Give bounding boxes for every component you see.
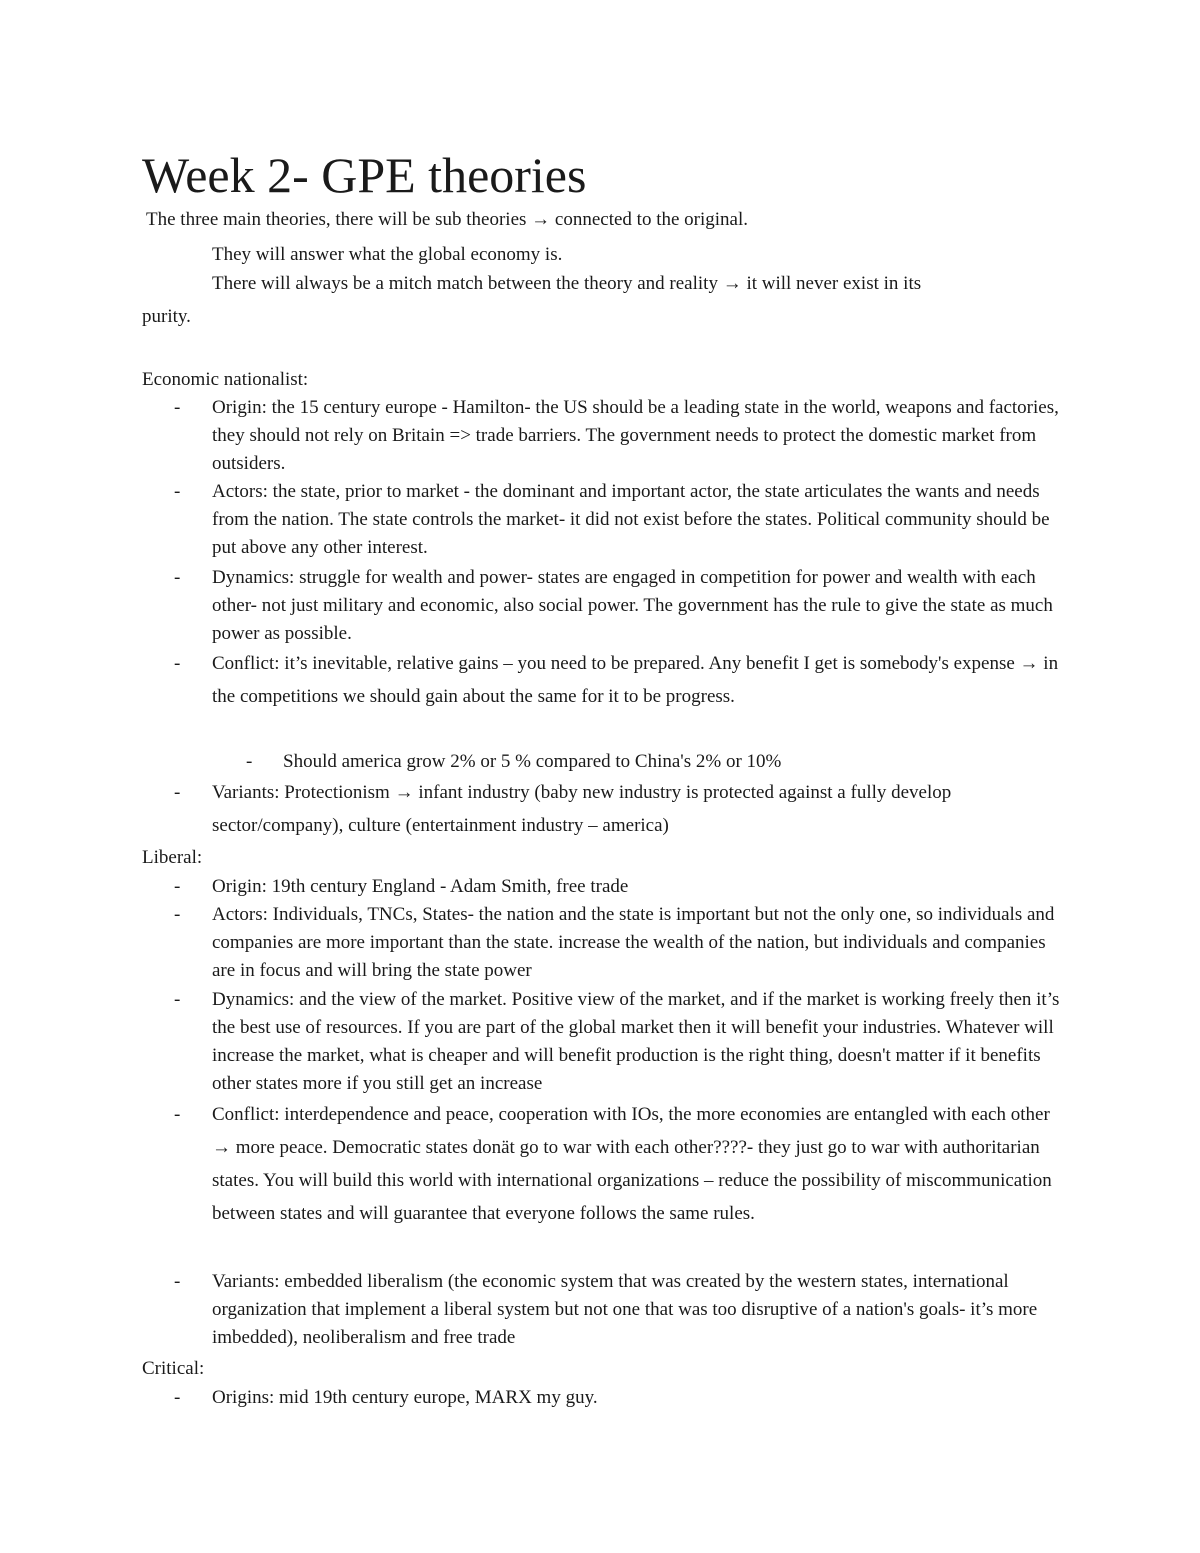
bullet-origins: Origins: mid 19th century europe, MARX my guy.	[212, 1387, 598, 1408]
sub-bullet-dash: -	[246, 751, 253, 772]
bullet-actors: Actors: the state, prior to market - the dominant and important actor, the state articulates the wants and needs from the nation. The state controls the market- it did not exist before the states. Political community should be put above any other interest.	[212, 481, 1050, 558]
bullet-dash: -	[174, 904, 181, 925]
page-title: Week 2- GPE theories	[142, 147, 587, 203]
intro-line: purity.	[142, 306, 191, 327]
bullet-dash: -	[174, 397, 181, 418]
bullet-dash: -	[174, 481, 181, 502]
bullet-dynamics: Dynamics: and the view of the market. Positive view of the market, and if the market is working freely then it’s the best use of resources. If you are part of the global market then it will benefit your industries. Whatever will increase the market, what is cheaper and will benefit production is the right thing, doesn't matter if it benefits other states more if you still get an increase	[212, 989, 1060, 1094]
bullet-variants: Variants: Protectionism → infant industry (baby new industry is protected against a fully develop sector/company), culture (entertainment industry – america)	[212, 782, 952, 836]
bullet-dash: -	[174, 1387, 181, 1408]
sub-bullet-growth: Should america grow 2% or 5 % compared to China's 2% or 10%	[283, 751, 782, 772]
bullet-dash: -	[174, 782, 181, 803]
bullet-dash: -	[174, 1271, 181, 1292]
section-heading-liberal: Liberal:	[142, 847, 203, 868]
bullet-actors: Actors: Individuals, TNCs, States- the nation and the state is important but not the only one, so individuals and companies are more important than the state. increase the wealth of the nation, but individuals and companies are in focus and will bring the state power	[212, 904, 1055, 981]
bullet-origin: Origin: 19th century England - Adam Smith, free trade	[212, 876, 629, 897]
bullet-dash: -	[174, 567, 181, 588]
bullet-conflict: Conflict: interdependence and peace, cooperation with IOs, the more economies are entangled with each other → more peace. Democratic states donät go to war with each other????- they just go to war with authoritarian states. You will build this world with international organizations – reduce the possibility of miscommunication between states and will guarantee that everyone follows the same rules.	[212, 1104, 1052, 1224]
intro-line: The three main theories, there will be sub theories → connected to the original.	[146, 209, 748, 230]
bullet-dynamics: Dynamics: struggle for wealth and power- states are engaged in competition for power and wealth with each other- not just military and economic, also social power. The government has the rule to give the state as much power as possible.	[212, 567, 1053, 644]
bullet-dash: -	[174, 1104, 181, 1125]
section-heading-economic-nationalist: Economic nationalist:	[142, 369, 309, 390]
bullet-variants: Variants: embedded liberalism (the economic system that was created by the western states, international organization that implement a liberal system but not one that was too disruptive of a nation's goals- it’s more imbedded), neoliberalism and free trade	[212, 1271, 1038, 1348]
intro-line: They will answer what the global economy is.	[212, 244, 563, 265]
bullet-dash: -	[174, 876, 181, 897]
bullet-dash: -	[174, 653, 181, 674]
bullet-origin: Origin: the 15 century europe - Hamilton- the US should be a leading state in the world, weapons and factories, they should not rely on Britain => trade barriers. The government needs to protect the domestic market from outsiders.	[212, 397, 1059, 474]
bullet-dash: -	[174, 989, 181, 1010]
bullet-conflict: Conflict: it’s inevitable, relative gains – you need to be prepared. Any benefit I get is somebody's expense → in the competitions we should gain about the same for it to be progress.	[212, 653, 1059, 707]
section-heading-critical: Critical:	[142, 1358, 205, 1379]
intro-line: There will always be a mitch match between the theory and reality → it will never exist in its	[212, 273, 922, 294]
